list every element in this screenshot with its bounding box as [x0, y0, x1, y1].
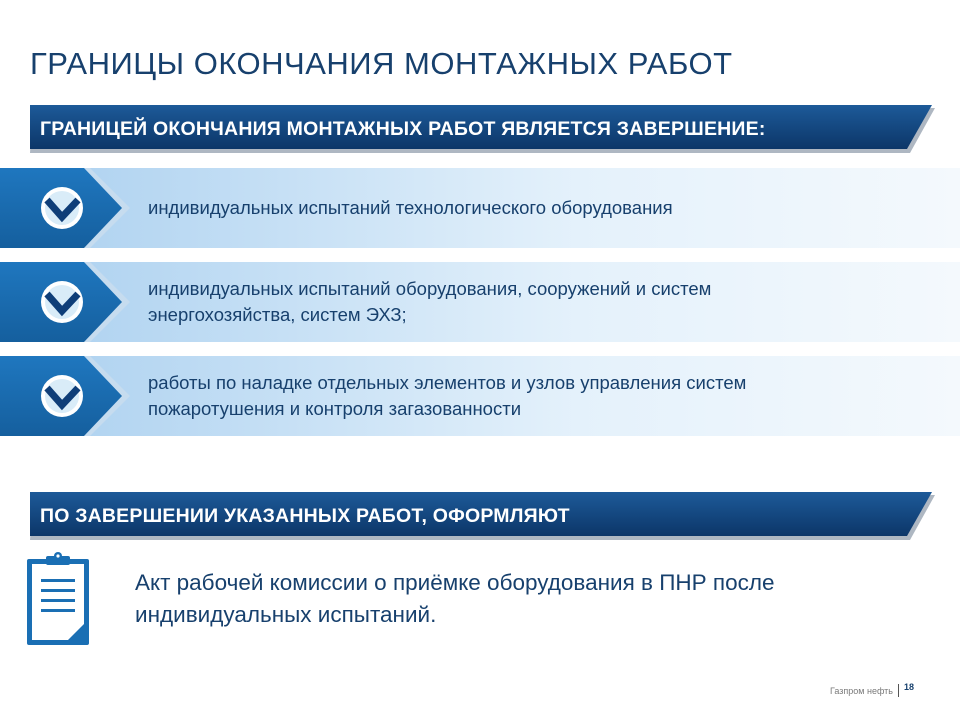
act-line: индивидуальных испытаний. — [135, 602, 437, 627]
clipboard-document-icon — [24, 552, 94, 648]
list-item-text — [148, 168, 940, 248]
list-item — [0, 262, 960, 342]
act-description — [135, 567, 915, 631]
footer-brand: Газпром нефть — [830, 685, 893, 696]
act-line: Акт рабочей комиссии о приёмке оборудования в ПНР после — [135, 570, 775, 595]
checkmark-chevron-icon — [41, 187, 83, 229]
item-line: энергохозяйства, систем ЭХЗ; — [148, 304, 407, 325]
item-line: пожаротушения и контроля загазованности — [148, 398, 522, 419]
list-item — [0, 356, 960, 436]
footer-separator — [898, 684, 899, 697]
list-item-text — [148, 356, 940, 436]
slide-title: ГРАНИЦЫ ОКОНЧАНИЯ МОНТАЖНЫХ РАБОТ — [30, 46, 733, 81]
section-banner-documents — [30, 492, 935, 540]
list-item — [0, 168, 960, 248]
item-line: работы по наладке отдельных элементов и узлов управления систем — [148, 372, 747, 393]
banner-completion-text: ГРАНИЦЕЙ ОКОНЧАНИЯ МОНТАЖНЫХ РАБОТ ЯВЛЯЕТСЯ ЗАВЕРШЕНИЕ: — [40, 118, 766, 140]
section-banner-completion — [30, 105, 935, 153]
item-line: индивидуальных испытаний оборудования, сооружений и систем — [148, 278, 712, 299]
page-number: 18 — [903, 681, 914, 692]
banner-documents-text: ПО ЗАВЕРШЕНИИ УКАЗАННЫХ РАБОТ, ОФОРМЛЯЮТ — [40, 505, 570, 527]
list-item-text — [148, 262, 940, 342]
item-line: индивидуальных испытаний технологического оборудования — [148, 197, 673, 218]
checkmark-chevron-icon — [41, 281, 83, 323]
checkmark-chevron-icon — [41, 375, 83, 417]
footer — [830, 681, 914, 697]
